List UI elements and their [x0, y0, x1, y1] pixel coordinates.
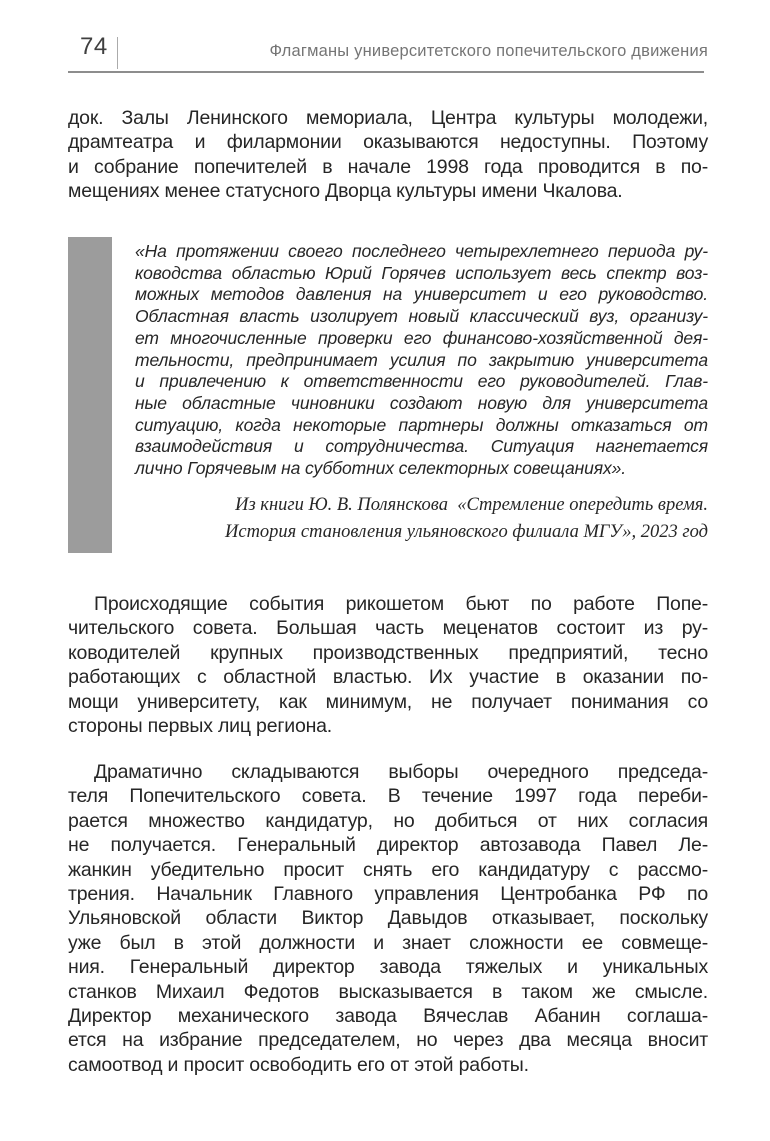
text-line: ные областные чиновники создают новую для университета	[135, 392, 708, 413]
text-line: ситуацию, когда некоторые партнеры должны отказаться от	[135, 414, 708, 435]
paragraph-3	[68, 760, 708, 1077]
paragraph-2	[68, 592, 708, 738]
text-line: рается множество кандидатур, но добиться от них согласия	[68, 809, 708, 832]
text-line: ния. Генеральный директор завода тяжелых и уникальных	[68, 956, 708, 979]
text-line: не получается. Генеральный директор автозавода Павел Ле-	[68, 834, 708, 857]
paragraph-continuation	[68, 106, 708, 204]
text-line: трения. Начальник Главного управления Центробанка РФ по	[68, 883, 708, 906]
header-rule	[68, 71, 704, 73]
text-line: Ульяновской области Виктор Давыдов отказывает, поскольку	[68, 907, 708, 930]
text-line: «На протяжении своего последнего четырехлетнего периода ру-	[135, 241, 708, 261]
text-line: ководителей крупных производственных предприятий, тесно	[68, 641, 708, 664]
text-line: Директор механического завода Вячеслав Абанин соглаша-	[68, 1005, 708, 1028]
text-line: тельности, предпринимает усилия по закрытию университета	[135, 349, 708, 370]
text-line: и привлечению к ответственности его руководителей. Глав-	[135, 371, 708, 392]
text-line: теля Попечительского совета. В течение 1997 года переби-	[68, 785, 708, 808]
text-line: ет многочисленные проверки его финансово-хозяйственной дея-	[135, 327, 708, 348]
text-line: и собрание попечителей в начале 1998 года проводится в по-	[68, 155, 708, 178]
text-line: ководства областью Юрий Горячев использует весь спектр воз-	[135, 262, 708, 283]
header-divider	[117, 37, 118, 69]
text-line: чительского совета. Большая часть меценатов состоит из ру-	[68, 617, 708, 640]
text-line: жанкин убедительно просит снять его кандидатуру с рассмо-	[68, 858, 708, 881]
text-line: мещениях менее статусного Дворца культуры имени Чкалова.	[68, 180, 623, 203]
text-line: лично Горячевым на субботних селекторных совещаниях».	[135, 458, 627, 479]
text-line: стороны первых лиц региона.	[68, 715, 333, 738]
text-line: самоотвод и просит освободить его от этой работы.	[68, 1053, 529, 1076]
text-line: станков Михаил Федотов высказывается в таком же смысле.	[68, 980, 708, 1003]
text-line: ется на избрание председателем, но через два месяца вносит	[68, 1029, 708, 1052]
text-line: драмтеатра и филармонии оказываются недоступны. Поэтому	[68, 131, 708, 154]
text-line: Из книги Ю. В. Полянскова «Стремление опередить время.	[235, 495, 708, 515]
text-line: уже был в этой должности и знает сложности ее совмеще-	[68, 931, 708, 954]
quote-bar	[68, 237, 112, 553]
running-head: Флагманы университетского попечительского движения	[269, 42, 708, 60]
text-line: История становления ульяновского филиала МГУ», 2023 год	[225, 522, 708, 542]
text-line: док. Залы Ленинского мемориала, Центра культуры молодежи,	[68, 107, 708, 129]
text-line: взаимодействия и сотрудничества. Ситуация нагнетается	[135, 436, 708, 457]
text-line: работающих с областной властью. Их участие в оказании по-	[68, 666, 708, 689]
text-line: мощи университету, как минимум, не получает понимания со	[68, 690, 708, 713]
text-line: Происходящие события рикошетом бьют по работе Попе-	[94, 593, 708, 615]
text-line: Драматично складываются выборы очередного председа-	[94, 761, 708, 783]
page-number: 74	[80, 33, 108, 60]
text-line: можных методов давления на университет и его руководство.	[135, 284, 708, 305]
quote-attribution	[135, 492, 708, 546]
block-quote	[135, 241, 708, 480]
text-line: Областная власть изолирует новый классический вуз, организу-	[135, 306, 708, 327]
